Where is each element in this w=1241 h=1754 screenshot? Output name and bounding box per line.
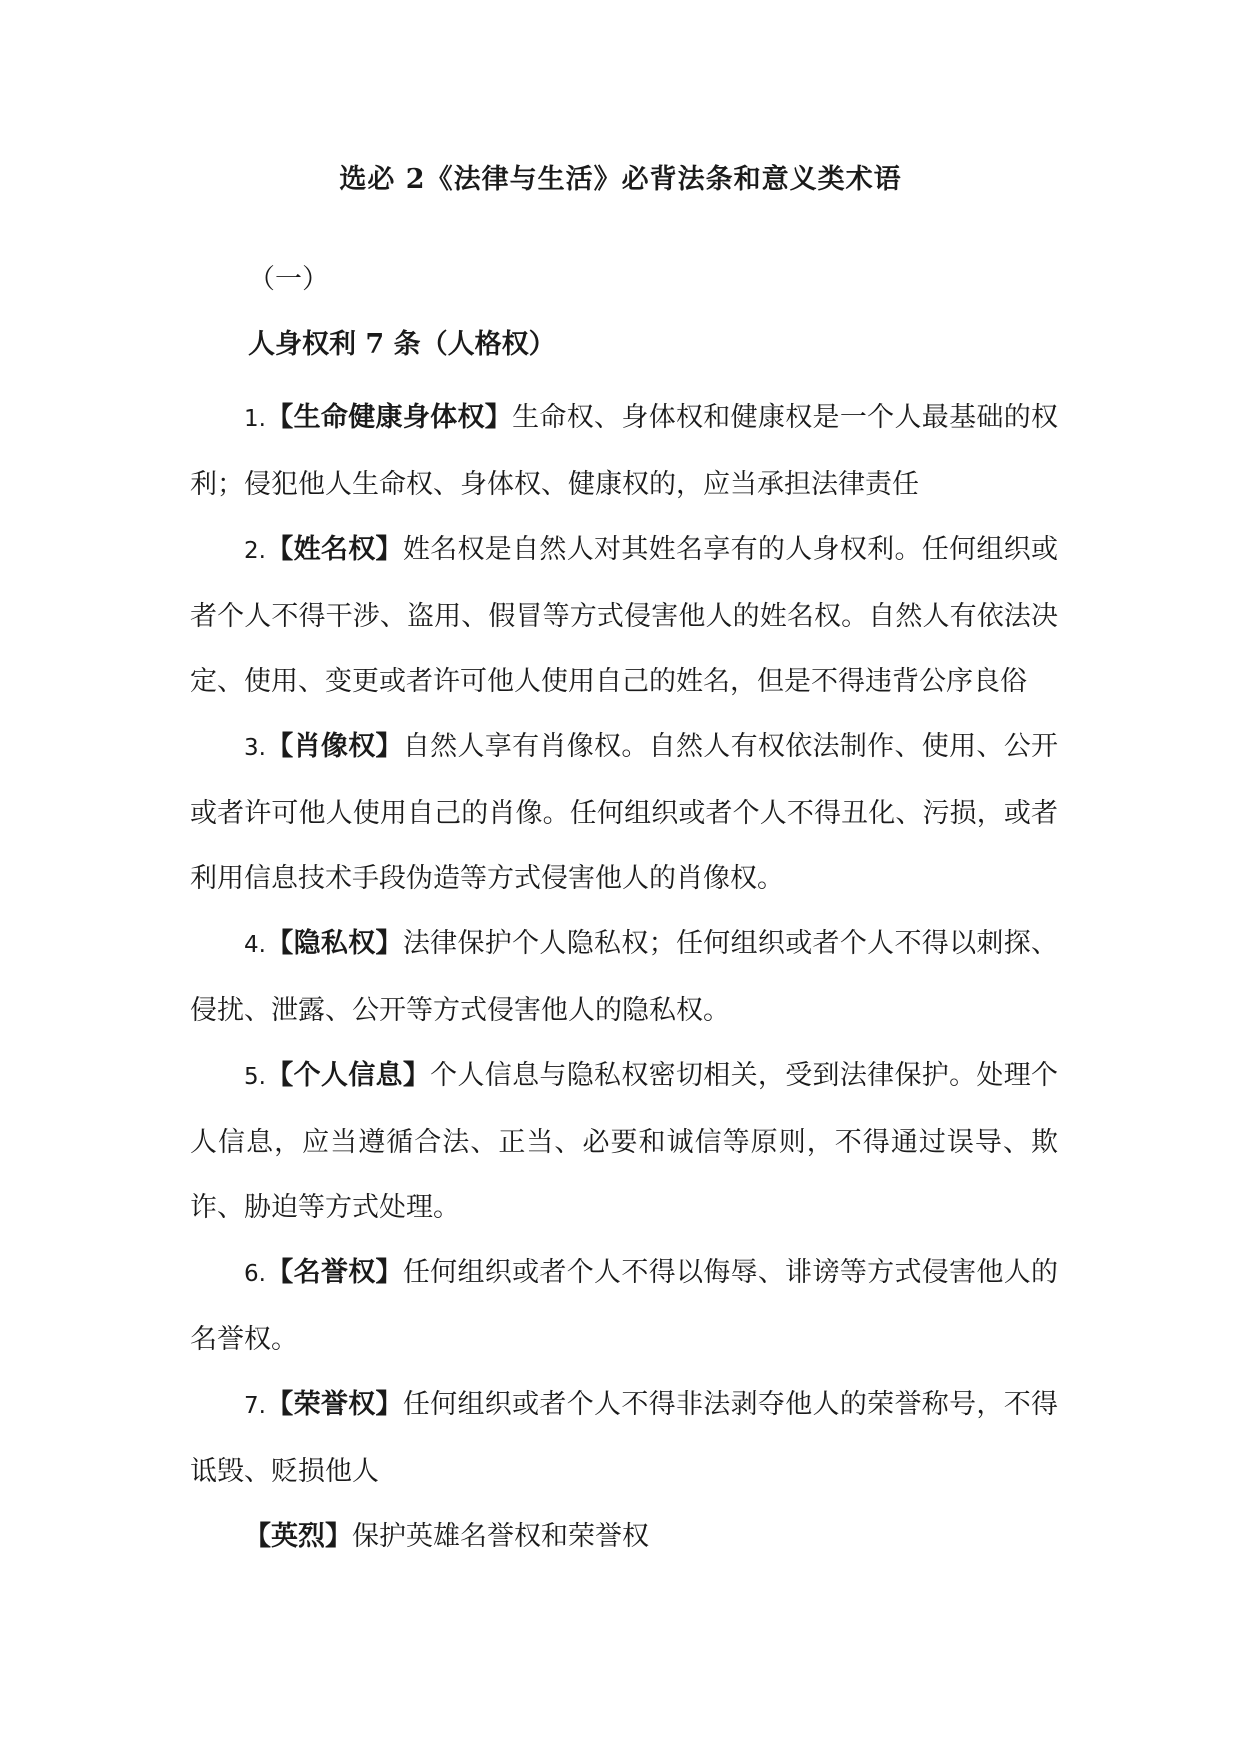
- item-term: 【生命健康身体权】: [265, 402, 513, 433]
- law-item-1: [190, 385, 1058, 517]
- law-item-2: [190, 517, 1058, 714]
- section-number: （一）: [248, 264, 329, 295]
- item-number: 3.: [244, 735, 266, 761]
- item-term: 【姓名权】: [265, 534, 403, 565]
- item-term: 【隐私权】: [265, 928, 403, 959]
- law-item-4: [190, 911, 1058, 1043]
- item-text: 法律保护个人隐私权；任何组织或者个人不得以刺探、侵扰、泄露、公开等方式侵害他人的隐私权。: [190, 928, 1059, 1026]
- item-number: 5.: [244, 1064, 266, 1090]
- item-text: 任何组织或者个人不得非法剥夺他人的荣誉称号，不得诋毁、贬损他人: [190, 1389, 1059, 1487]
- section-heading: 人身权利 7 条（人格权）: [248, 329, 556, 360]
- item-number: 7.: [244, 1393, 266, 1419]
- law-item-5: [190, 1043, 1058, 1240]
- item-text: 姓名权是自然人对其姓名享有的人身权利。任何组织或者个人不得干涉、盗用、假冒等方式侵害他人的姓名权。自然人有依法决定、使用、变更或者许可他人使用自己的姓名，但是不得违背公序良俗: [190, 534, 1059, 697]
- extra-term: 【英烈】: [244, 1521, 352, 1552]
- item-number: 2.: [244, 538, 266, 564]
- item-text: 个人信息与隐私权密切相关，受到法律保护。处理个人信息，应当遵循合法、正当、必要和诚信等原则，不得通过误导、欺诈、胁迫等方式处理。: [190, 1060, 1059, 1223]
- item-text: 自然人享有肖像权。自然人有权依法制作、使用、公开或者许可他人使用自己的肖像。任何组织或者个人不得丑化、污损，或者利用信息技术手段伪造等方式侵害他人的肖像权。: [190, 731, 1059, 894]
- law-item-7: [190, 1372, 1058, 1504]
- extra-item-heroes: [190, 1504, 1058, 1569]
- item-text: 任何组织或者个人不得以侮辱、诽谤等方式侵害他人的名誉权。: [190, 1257, 1059, 1355]
- item-term: 【荣誉权】: [265, 1389, 403, 1420]
- document-title: 选必 2《法律与生活》必背法条和意义类术语: [339, 164, 902, 195]
- extra-text: 保护英雄名誉权和荣誉权: [352, 1521, 649, 1552]
- item-number: 1.: [244, 406, 266, 432]
- item-number: 6.: [244, 1261, 266, 1287]
- item-number: 4.: [244, 932, 266, 958]
- item-term: 【肖像权】: [265, 731, 403, 762]
- law-item-3: [190, 714, 1058, 911]
- item-term: 【名誉权】: [265, 1257, 403, 1288]
- law-item-6: [190, 1240, 1058, 1372]
- item-text: 生命权、身体权和健康权是一个人最基础的权利；侵犯他人生命权、身体权、健康权的，应当承担法律责任: [190, 402, 1059, 500]
- item-term: 【个人信息】: [265, 1060, 431, 1091]
- document-body: [190, 385, 1058, 1569]
